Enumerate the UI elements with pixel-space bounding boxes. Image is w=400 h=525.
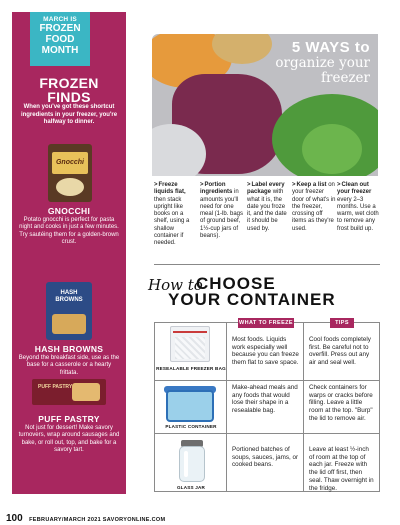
puff-pastry-title: PUFF PASTRY [38,414,100,424]
glass-jar-image [179,446,205,482]
puff-pastry-package-image [32,379,106,405]
heading-choose: CHOOSE [196,274,276,293]
tip-4-body: on your freezer door of what's in the freezer, crossing off items as they're used. [292,182,336,232]
row-3-tips: Leave at least ½-inch of room at the top of each jar. Freeze with the lid off first, then seal. Thaw overnight in the fridge. [309,446,374,492]
sidebar-heading-line-1: FROZEN [39,75,99,91]
hero-title-line-1: 5 WAYS to [291,39,370,56]
plastic-container-image [166,390,214,422]
table-row-divider [154,380,380,381]
sidebar-heading-line-2: FINDS [47,89,91,105]
row-1-what-to-freeze: Most foods. Liquids work especially well because you can freeze them flat to save space. [232,336,299,367]
puff-pastry-package-text: PUFF PASTRY [38,384,73,390]
gnocchi-package-image [48,144,92,202]
tip-arrow-icon: > [337,182,341,188]
gnocchi-package-text: Gnocchi [55,159,84,166]
hero-title-line-3: freezer [321,70,370,86]
tip-5 [337,182,381,233]
hash-browns-food-image [52,314,86,334]
tip-5-title: Clean out your freezer [337,182,372,196]
row-2-label: PLASTIC CONTAINER [165,424,217,429]
sidebar-heading [12,76,126,104]
table-row-divider [154,433,380,434]
tip-2 [200,182,244,240]
gnocchi-package-label [52,152,88,174]
page-number: 100 [6,513,23,524]
tip-1 [154,182,198,248]
resealable-bag-image [170,326,210,362]
badge-line-2: FROZEN [39,23,81,34]
sidebar-frozen-finds [12,12,126,494]
badge-line-4: MONTH [41,45,79,56]
gnocchi-title: GNOCCHI [47,206,91,216]
row-1-tips: Cool foods completely first. Be careful not to overfill. Press out any air and seal well. [309,336,371,367]
gnocchi-description: Potato gnocchi is perfect for pasta night and cooks in just a few minutes. Try sautéing them for a golden-brown crust. [19,217,119,246]
gnocchi-food-image [56,178,84,196]
frozen-peas-highlight [302,124,362,174]
puff-pastry-food-image [72,383,100,401]
sidebar-subheading: When you've got these shortcut ingredients in your freezer, you're halfway to dinner. [20,104,118,125]
how-to-script: How to [148,276,203,294]
badge-line-3: FOOD [45,34,75,45]
tip-4-title: Keep a list [296,182,327,188]
puff-pastry-description: Not just for dessert! Make savory turnovers, wrap around sausages and bake, or roll out, top, and bake for a savory tart. [18,425,120,454]
section-divider [154,264,380,265]
hash-browns-package-image [46,282,92,340]
row-3-label: GLASS JAR [176,485,206,490]
frozen-vegetables-photo [152,34,378,176]
tip-3-body: with what it is, the date you froze it, and the date it should be used by. [247,189,287,232]
tip-arrow-icon: > [292,182,296,188]
hash-browns-package-label [50,290,88,310]
row-1-label: RESEALABLE FREEZER BAG [156,366,226,371]
heading-your-container: YOUR CONTAINER [168,290,336,309]
tip-arrow-icon: > [247,182,251,188]
table-column-divider [226,322,227,492]
tip-2-body: in amounts you'll need for one meal (1-lb. bags of ground beef, 1½-cup jars of beans). [200,189,244,240]
badge-line-1: MARCH IS [43,16,77,23]
hash-browns-package-text: HASH BROWNS [55,290,83,303]
issue-and-website: FEBRUARY/MARCH 2021 SAVORYONLINE.COM [29,517,166,523]
tip-3-title: Label every package [247,182,285,196]
row-2-tips: Check containers for warps or cracks before filling. Leave a little room at the top. "Burp" the lid to remove air. [309,384,373,422]
hero-title [275,40,370,86]
tip-1-body: then stack upright like books on a shelf, using a shallow container if needed. [154,196,190,247]
tip-arrow-icon: > [154,182,158,188]
tip-1-title: Freeze liquids flat, [154,182,186,196]
column-header-what-to-freeze: WHAT TO FREEZE [239,320,293,326]
hero-title-line-2: organize your [275,55,370,71]
frozen-food-month-badge [30,12,90,66]
table-column-divider [303,322,304,492]
tip-3 [247,182,291,233]
row-2-what-to-freeze: Make-ahead meals and any foods that would lose their shape in a resealable bag. [232,384,298,415]
row-3-what-to-freeze: Portioned batches of soups, sauces, jams, or cooked beans. [232,446,299,469]
column-header-tips: TIPS [330,318,354,328]
hash-browns-title: HASH BROWNS [34,344,104,354]
tip-5-body: every 2–3 months. Use a warm, wet cloth to remove any frost build up. [337,196,379,232]
hash-browns-description: Beyond the breakfast side, use as the base for a casserole or a hearty frittata. [18,355,120,376]
tip-4 [292,182,336,233]
page-footer [6,508,165,525]
tip-arrow-icon: > [200,182,204,188]
tip-2-title: Portion ingredients [200,182,233,196]
